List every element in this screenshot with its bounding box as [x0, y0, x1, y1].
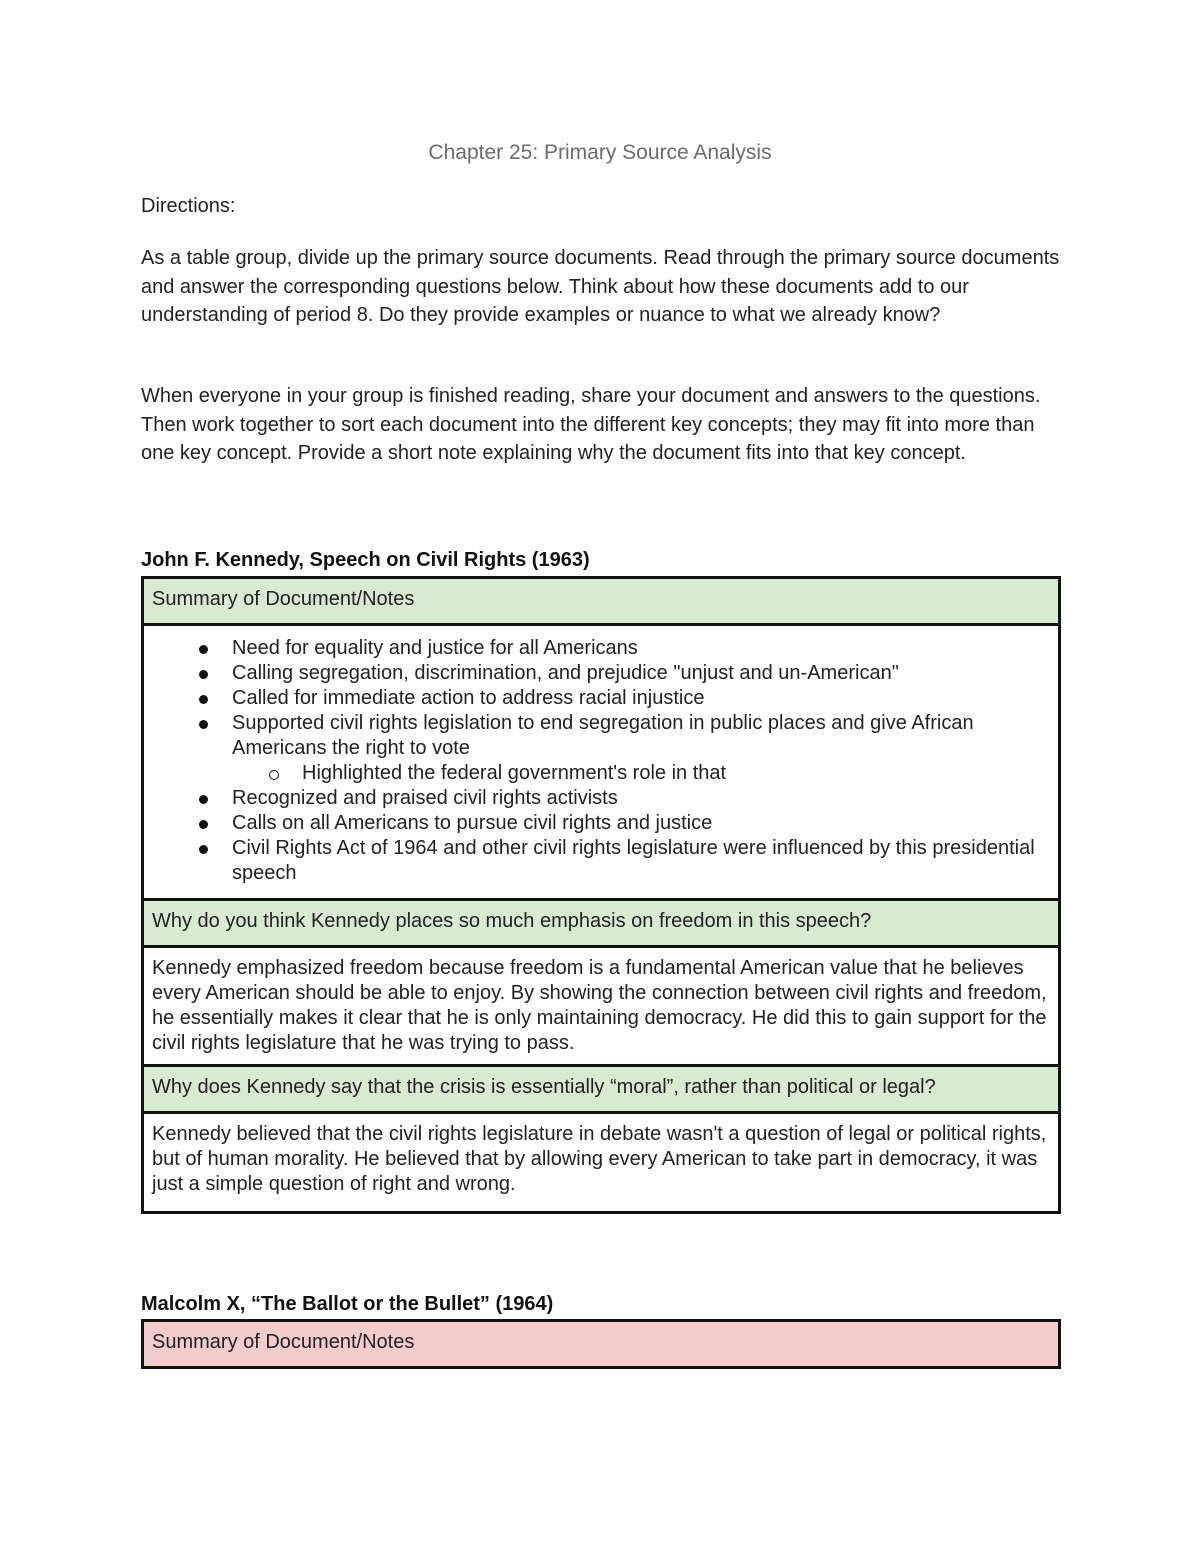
directions-label: Directions: — [141, 195, 236, 217]
summary-header: Summary of Document/Notes — [143, 1321, 1060, 1368]
document-heading-malcolm-x: Malcolm X, “The Ballot or the Bullet” (1964) — [141, 1293, 554, 1315]
list-item: Supported civil rights legislation to end segregation in public places and give African Americans the right to vote — [232, 711, 1050, 761]
document-heading-kennedy: John F. Kennedy, Speech on Civil Rights (1963) — [141, 549, 590, 571]
list-item: Called for immediate action to address racial injustice — [232, 686, 1050, 711]
list-item: Calls on all Americans to pursue civil rights and justice — [232, 811, 1050, 836]
list-item: Need for equality and justice for all Americans — [232, 636, 1050, 661]
list-item: Calling segregation, discrimination, and prejudice "unjust and un-American" — [232, 661, 1050, 686]
list-sub-item: Highlighted the federal government's role in that — [232, 761, 1050, 786]
page-title: Chapter 25: Primary Source Analysis — [428, 141, 772, 164]
question-header-1: Why do you think Kennedy places so much emphasis on freedom in this speech? — [143, 900, 1060, 947]
directions-paragraph-1: As a table group, divide up the primary source documents. Read through the primary source documents and answer the corresponding questions below. Think about how these documents add to our understanding of period 8. Do they provide examples or nuance to what we already know? — [141, 247, 1060, 326]
directions-paragraph-2: When everyone in your group is finished reading, share your document and answers to the questions. Then work together to sort each document into the different key concepts; they may fit into more than one key concept. Provide a short note explaining why the document fits into that key concept. — [141, 385, 1041, 464]
kennedy-table — [141, 576, 1061, 1214]
malcolm-x-table — [141, 1319, 1061, 1369]
summary-header: Summary of Document/Notes — [143, 578, 1060, 625]
answer-cell-1[interactable]: Kennedy emphasized freedom because freedom is a fundamental American value that he believes every American should be able to enjoy. By showing the connection between civil rights and freedom, he essentially makes it clear that he is only maintaining democracy. He did this to gain support for the civil rights legislature that he was trying to pass. — [143, 947, 1060, 1066]
summary-cell[interactable] — [143, 625, 1060, 900]
summary-bullet-list — [152, 636, 1050, 886]
list-item: Civil Rights Act of 1964 and other civil rights legislature were influenced by this presidential speech — [232, 836, 1050, 886]
question-header-2: Why does Kennedy say that the crisis is essentially “moral”, rather than political or legal? — [143, 1066, 1060, 1113]
answer-cell-2[interactable]: Kennedy believed that the civil rights legislature in debate wasn't a question of legal or political rights, but of human morality. He believed that by allowing every American to take part in democracy, it was just a simple question of right and wrong. — [143, 1113, 1060, 1213]
list-item: Recognized and praised civil rights activists — [232, 786, 1050, 811]
